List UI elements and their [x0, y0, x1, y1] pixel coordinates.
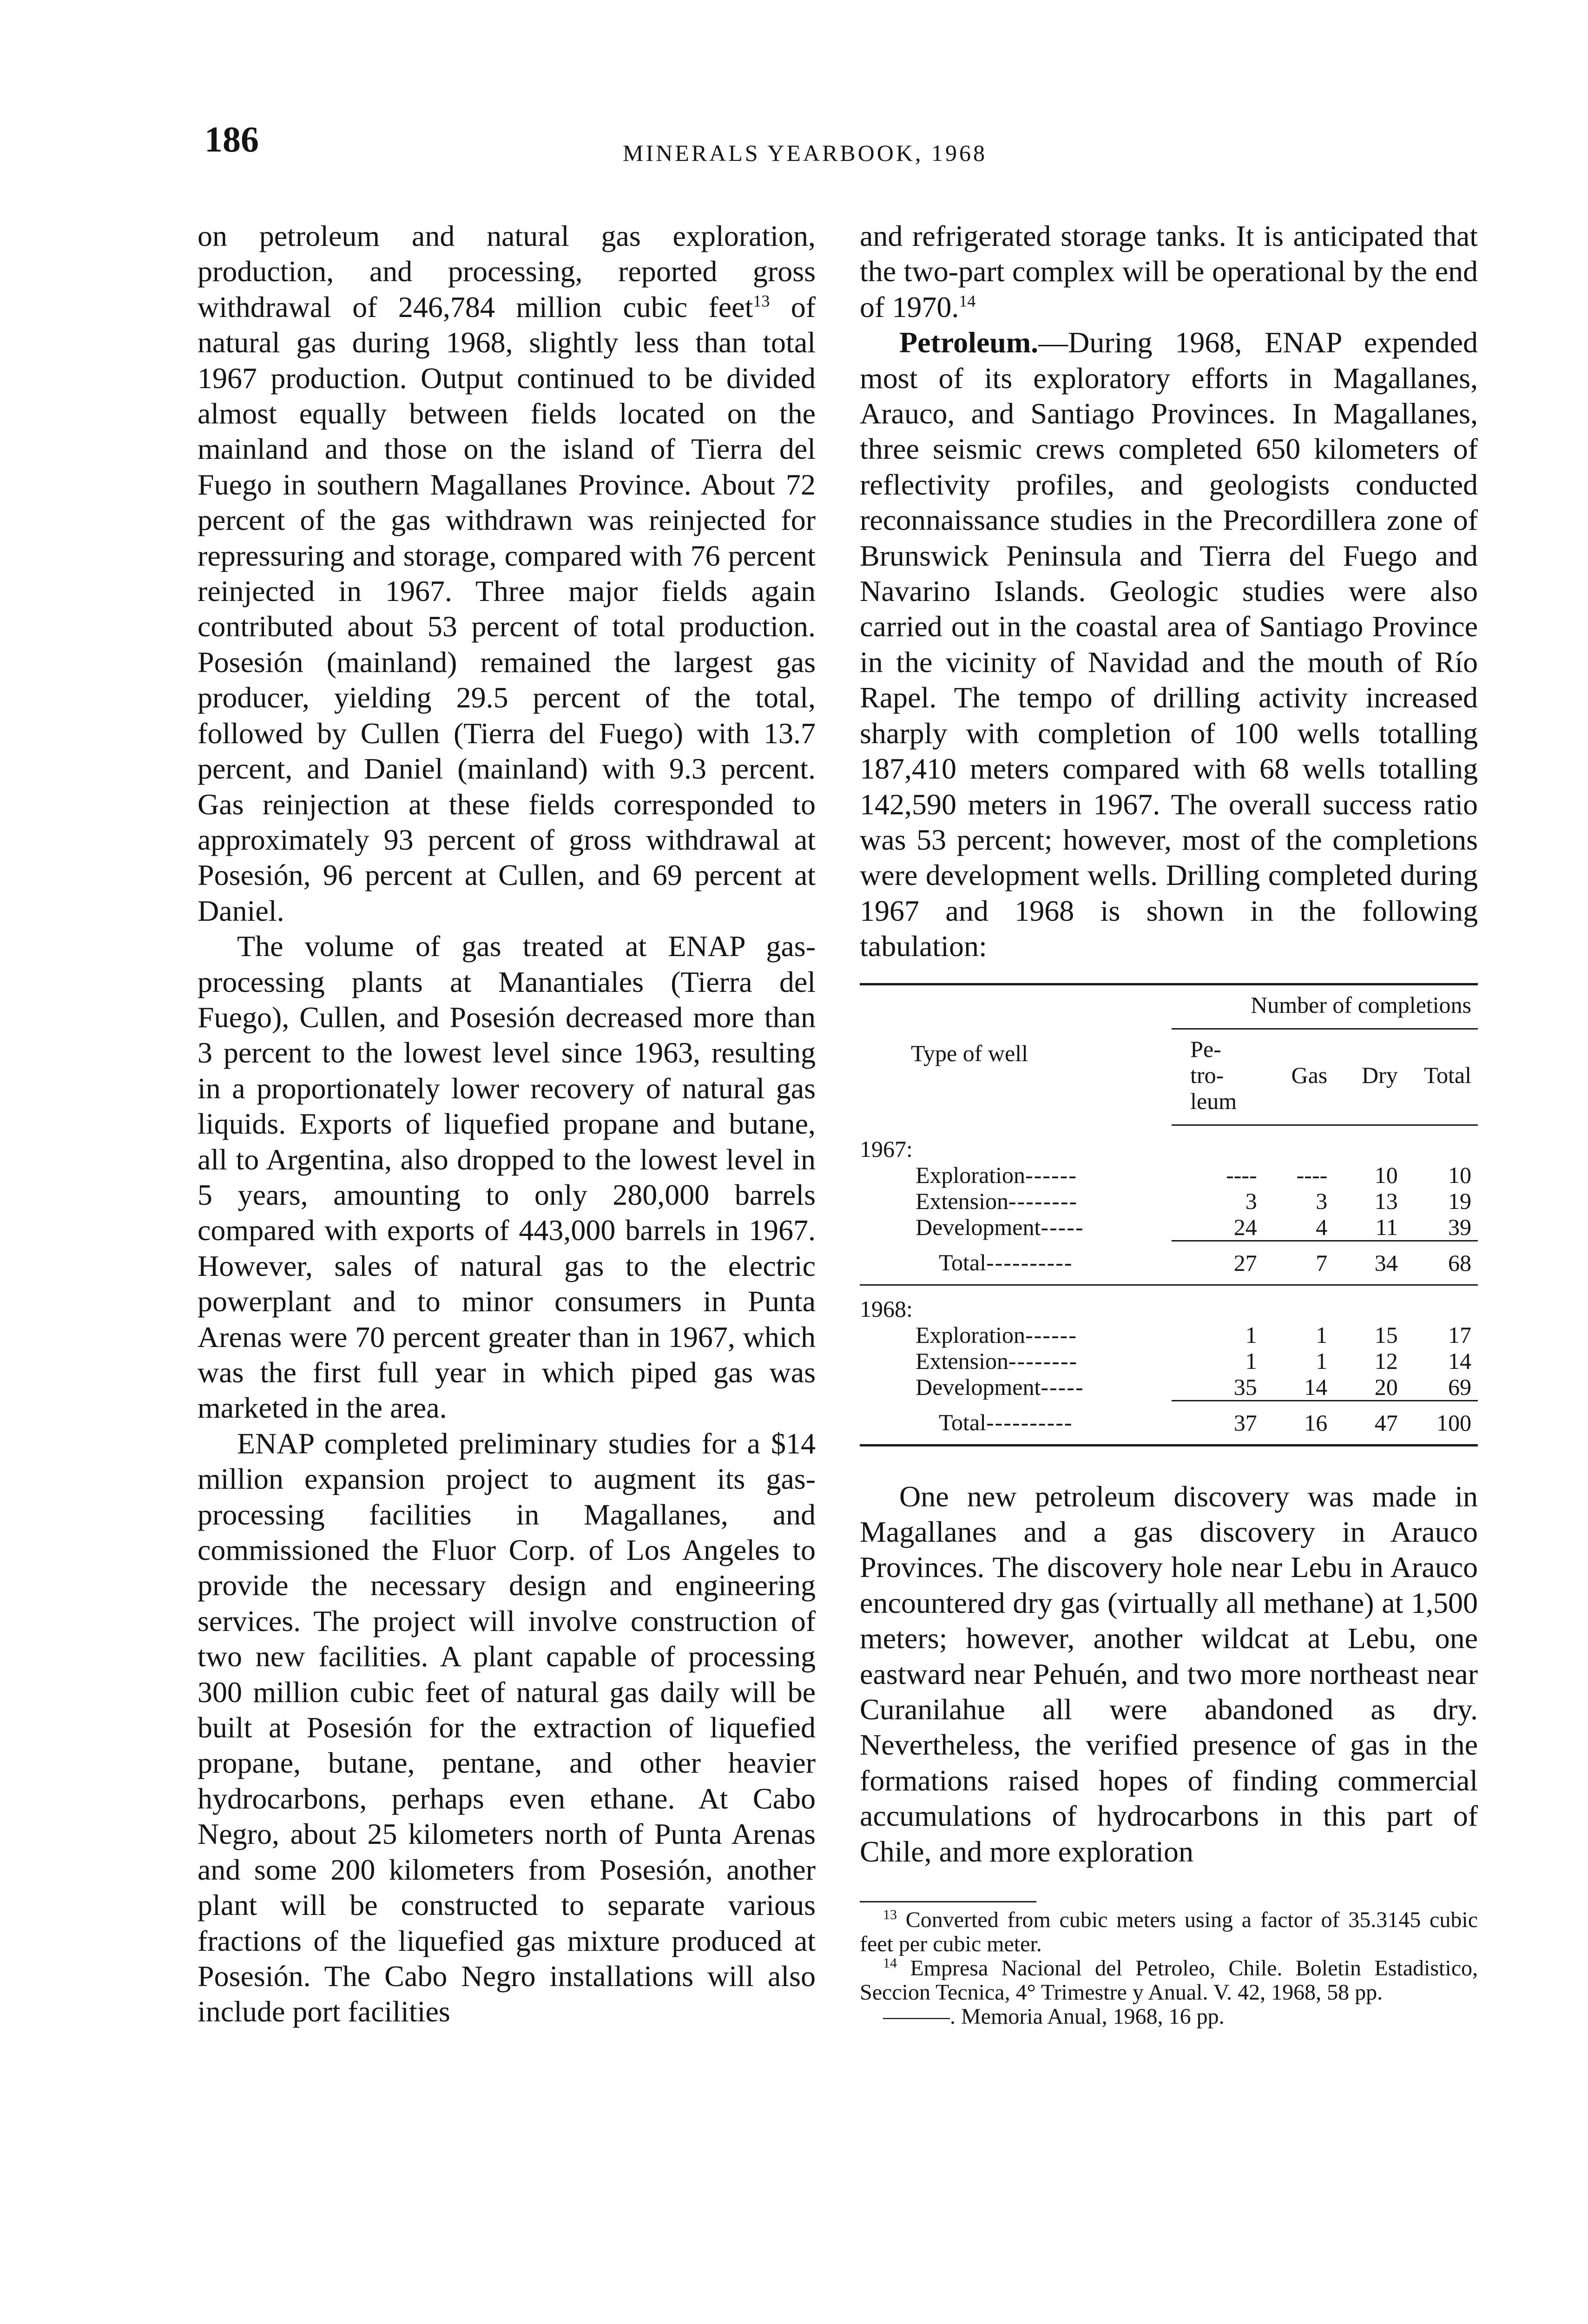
- dot-leader: ------: [1025, 1162, 1077, 1188]
- left-paragraph-1-text: on petroleum and natural gas exploration, production, and processing, reported gross withdrawal of 246,784 million cubic feet: [198, 219, 816, 324]
- total-label: Total: [939, 1409, 987, 1435]
- cell-total: 68: [1404, 1241, 1478, 1285]
- table-row: [860, 1374, 1478, 1401]
- row-type: Extension: [916, 1347, 1008, 1374]
- cell-gas: 7: [1264, 1241, 1334, 1285]
- cell-dry: 13: [1374, 1188, 1398, 1214]
- cell-gas: 1: [1316, 1347, 1328, 1374]
- col-header-petroleum: [1172, 1029, 1264, 1125]
- page-number: 186: [204, 119, 259, 159]
- footnote-13-number: 13: [883, 1907, 897, 1922]
- right-column: [860, 218, 1478, 2029]
- left-paragraph-3: ENAP completed preliminary studies for a $14 million expansion project to augment its gas-processing facilities in Magallanes, and commissioned the Fluor Corp. of Los Angeles to provide the necessary design and engineering services. The project will involve construction of two new facilities. A plant capable of processing 300 million cubic feet of natural gas daily will be built at Posesión for the extraction of liquefied propane, butane, pentane, and other heavier hydrocarbons, perhaps even ethane. At Cabo Negro, about 25 kilometers north of Punta Arenas and some 200 kilometers from Posesión, another plant will be constructed to separate various fractions of the liquefied gas mixture produced at Posesión. The Cabo Negro installations will also include port facilities: [198, 1426, 816, 2028]
- cell-total: 10: [1448, 1162, 1471, 1188]
- cell-total: 69: [1448, 1373, 1471, 1400]
- footnote-14-number: 14: [883, 1955, 897, 1971]
- row-label: [860, 1214, 1172, 1241]
- row-type: Development: [916, 1374, 1041, 1400]
- dot-leader: --------: [1008, 1347, 1078, 1374]
- cell-gas: 16: [1264, 1400, 1334, 1444]
- row-type: Exploration: [916, 1321, 1026, 1348]
- petroleum-paragraph: [860, 325, 1478, 964]
- dot-leader: ------: [1025, 1321, 1077, 1348]
- cell-total: 39: [1448, 1214, 1471, 1240]
- drilling-completions-table: [860, 985, 1478, 1444]
- col-header-petroleum-l1: Pe-: [1190, 1036, 1221, 1062]
- dot-leader: -----: [1041, 1374, 1084, 1400]
- running-title: MINERALS YEARBOOK, 1968: [623, 140, 987, 166]
- row-label: [860, 1374, 1172, 1401]
- stub-header: Type of well: [911, 1040, 1028, 1066]
- row-label: [860, 1348, 1172, 1374]
- table-group-header-row: [860, 985, 1478, 1029]
- row-label: [860, 1241, 1172, 1285]
- footnote-14: [860, 1956, 1478, 2005]
- cell-petroleum: 37: [1172, 1400, 1264, 1444]
- row-type: Extension: [916, 1188, 1008, 1214]
- year-row-1968: [860, 1285, 1478, 1322]
- drilling-completions-table-wrap: [860, 983, 1478, 1446]
- cell-petroleum: 24: [1233, 1214, 1257, 1240]
- table-row: [860, 1188, 1478, 1214]
- cell-dry: 47: [1334, 1400, 1404, 1444]
- cell-dry: 10: [1374, 1162, 1398, 1188]
- left-column: [198, 218, 816, 2030]
- footnote-ref-13: 13: [753, 291, 770, 310]
- total-label: Total: [939, 1249, 987, 1275]
- col-header-petroleum-l3: leum: [1190, 1088, 1237, 1114]
- cell-dry: 12: [1374, 1347, 1398, 1374]
- footnote-ref-14: 14: [959, 291, 976, 310]
- group-header: Number of completions: [1172, 985, 1478, 1029]
- table-row: [860, 1348, 1478, 1374]
- petroleum-paragraph-text: —During 1968, ENAP expended most of its exploratory efforts in Magallanes, Arauco, and Santiago Provinces. In Magallanes, three seismic crews completed 650 kilometers of reflectivity profiles, and geologists conducted reconnaissance studies in the Precordillera zone of Brunswick Peninsula and Tierra del Fuego and Navarino Islands. Geologic studies were also carried out in the coastal area of Santiago Province in the vicinity of Navidad and the mouth of Río Rapel. The tempo of drilling activity increased sharply with completion of 100 wells totalling 187,410 meters compared with 68 wells totalling 142,590 meters in 1967. The overall success ratio was 53 percent; however, most of the completions were development wells. Drilling completed during 1967 and 1968 is shown in the following tabulation:: [860, 326, 1478, 963]
- cell-dry: 20: [1374, 1373, 1398, 1400]
- table-row: [860, 1322, 1478, 1348]
- dot-leader: --------: [1008, 1188, 1078, 1214]
- col-header-dry: Dry: [1334, 1029, 1404, 1125]
- table-row: [860, 1162, 1478, 1188]
- right-paragraph-3: One new petroleum discovery was made in Magallanes and a gas discovery in Arauco Provinces. The discovery hole near Lebu in Arauco encountered dry gas (virtually all methane) at 1,500 meters; however, another wildcat at Lebu, one eastward near Pehuén, and two more northeast near Curanilahue all were abandoned as dry. Nevertheless, the verified presence of gas in the formations raised hopes of finding commercial accumulations of hydrocarbons in this part of Chile, and more exploration: [860, 1479, 1478, 1868]
- cell-gas: 3: [1316, 1188, 1328, 1214]
- cell-petroleum: ----: [1226, 1162, 1257, 1188]
- cell-total: 19: [1448, 1188, 1471, 1214]
- left-paragraph-1: [198, 218, 816, 929]
- cell-petroleum: 3: [1245, 1188, 1257, 1214]
- row-label: [860, 1322, 1172, 1348]
- dot-leader: ----------: [986, 1409, 1073, 1435]
- left-paragraph-1-rest: of natural gas during 1968, slightly less than total 1967 production. Output continued to be divided almost equally between fields located on the mainland and those on the island of Tierra del Fuego in southern Magallanes Province. About 72 percent of the gas withdrawn was reinjected for repressuring and storage, compared with 76 percent reinjected in 1967. Three major fields again contributed about 53 percent of total production. Posesión (mainland) remained the largest gas producer, yielding 29.5 percent of the total, followed by Cullen (Tierra del Fuego) with 13.7 percent, and Daniel (mainland) with 9.3 percent. Gas reinjection at these fields corresponded to approximately 93 percent of gross withdrawal at Posesión, 96 percent at Cullen, and 69 percent at Daniel.: [198, 290, 816, 927]
- cell-dry: 11: [1375, 1214, 1398, 1240]
- year-label-1968: 1968:: [860, 1295, 913, 1322]
- cell-gas: 1: [1316, 1321, 1328, 1348]
- petroleum-run-in-heading: Petroleum.: [899, 326, 1039, 359]
- table-bottom-rule: [860, 1444, 1478, 1446]
- cell-gas: 14: [1304, 1373, 1328, 1400]
- footnote-13-text: Converted from cubic meters using a factor of 35.3145 cubic feet per cubic meter.: [860, 1908, 1478, 1956]
- cell-petroleum: 35: [1233, 1373, 1257, 1400]
- cell-petroleum: 1: [1245, 1347, 1257, 1374]
- cell-gas: ----: [1296, 1162, 1328, 1188]
- col-header-gas: Gas: [1264, 1029, 1334, 1125]
- cell-total: 17: [1448, 1321, 1471, 1348]
- total-row-1968: [860, 1400, 1478, 1444]
- dot-leader: ----------: [986, 1249, 1073, 1275]
- right-paragraph-1-text: and refrigerated storage tanks. It is anticipated that the two-part complex will be operational by the end of 1970.: [860, 219, 1478, 324]
- table-row: [860, 1214, 1478, 1241]
- row-type: Development: [916, 1214, 1041, 1241]
- cell-total: 14: [1448, 1347, 1471, 1374]
- cell-total: 100: [1404, 1400, 1478, 1444]
- left-paragraph-2: The volume of gas treated at ENAP gas-processing plants at Manantiales (Tierra del Fuego), Cullen, and Posesión decreased more than 3 percent to the lowest level since 1963, resulting in a proportionately lower recovery of natural gas liquids. Exports of liquefied propane and butane, all to Argentina, also dropped to the lowest level in 5 years, amounting to only 280,000 barrels compared with exports of 443,000 barrels in 1967. However, sales of natural gas to the electric powerplant and to minor consumers in Punta Arenas were 70 percent greater than in 1967, which was the first full year in which piped gas was marketed in the area.: [198, 930, 816, 1425]
- cell-petroleum: 27: [1172, 1241, 1264, 1285]
- row-label: [860, 1188, 1172, 1214]
- year-row-1967: [860, 1125, 1478, 1162]
- footnote-14b: ———. Memoria Anual, 1968, 16 pp.: [883, 2004, 1225, 2029]
- footnote-14-text: Empresa Nacional del Petroleo, Chile. Boletin Estadistico, Seccion Tecnica, 4° Trimestre y Anual. V. 42, 1968, 58 pp.: [860, 1956, 1478, 2005]
- dot-leader: -----: [1041, 1214, 1084, 1241]
- col-header-total: Total: [1404, 1029, 1478, 1125]
- footnotes: [860, 1892, 1478, 2029]
- right-paragraph-1: [860, 218, 1478, 325]
- footnote-rule: [860, 1901, 1036, 1902]
- cell-dry: 34: [1334, 1241, 1404, 1285]
- year-label-1967: 1967:: [860, 1136, 913, 1162]
- cell-dry: 15: [1374, 1321, 1398, 1348]
- total-row-1967: [860, 1241, 1478, 1285]
- row-type: Exploration: [916, 1162, 1026, 1188]
- col-header-petroleum-l2: tro-: [1190, 1062, 1224, 1088]
- row-label: [860, 1162, 1172, 1188]
- row-label: [860, 1400, 1172, 1444]
- footnote-13: [860, 1908, 1478, 1956]
- cell-petroleum: 1: [1245, 1321, 1257, 1348]
- cell-gas: 4: [1316, 1214, 1328, 1240]
